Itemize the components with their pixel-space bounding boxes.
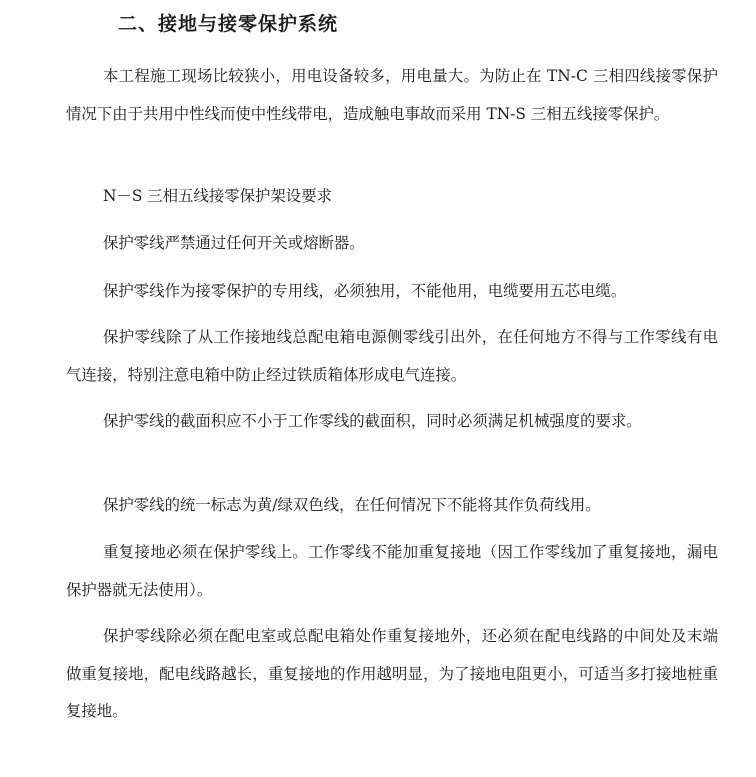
paragraph-grounding-locations: 保护零线除必须在配电室或总配电箱处作重复接地外，还必须在配电线路的中间处及末端做重复接地，配电线路越长，重复接地的作用越明显，为了接地电阻更小，可适当多打接地桩重复接地。 xyxy=(66,627,718,720)
paragraph-intro: 本工程施工现场比较狭小，用电设备较多，用电量大。为防止在 TN-C 三相四线接零保护情况下由于共用中性线而使中性线带电，造成触电事故而采用 TN-S 三相五线接零保护。 xyxy=(66,67,718,123)
section-heading: 二、接地与接零保护系统 xyxy=(118,13,339,35)
paragraph-dedicated-line: 保护零线作为接零保护的专用线，必须独用，不能他用，电缆要用五芯电缆。 xyxy=(103,282,627,300)
paragraph-no-connection: 保护零线除了从工作接地线总配电箱电源侧零线引出外，在任何地方不得与工作零线有电气连接，特别注意电箱中防止经过铁质箱体形成电气连接。 xyxy=(66,328,718,384)
paragraph-cross-section: 保护零线的截面积应不小于工作零线的截面积，同时必须满足机械强度的要求。 xyxy=(103,412,642,430)
paragraph-requirements-title: N－S 三相五线接零保护架设要求 xyxy=(103,187,332,205)
paragraph-no-switch: 保护零线严禁通过任何开关或熔断器。 xyxy=(103,234,365,252)
paragraph-repeated-grounding: 重复接地必须在保护零线上。工作零线不能加重复接地（因工作零线加了重复接地，漏电保护器就无法使用）。 xyxy=(66,543,718,599)
paragraph-color-marking: 保护零线的统一标志为黄/绿双色线，在任何情况下不能将其作负荷线用。 xyxy=(103,496,601,514)
